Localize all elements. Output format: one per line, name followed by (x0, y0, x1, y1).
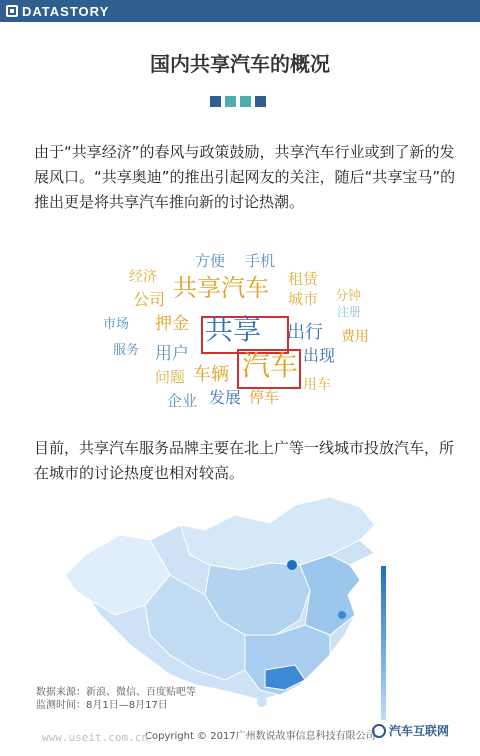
cloud-word: 城市 (288, 290, 319, 308)
legend-value: 1585 (415, 636, 441, 647)
word-cloud (85, 244, 391, 422)
legend-item (392, 635, 443, 649)
cloud-word: 押金 (155, 314, 189, 334)
legend-value: 1171 (415, 704, 441, 715)
region-shanghai (338, 611, 346, 619)
legend-city: 湖南 (392, 704, 412, 715)
legend-item (392, 567, 443, 581)
brand-logo (6, 3, 109, 19)
legend-item (392, 652, 443, 666)
cloud-word: 注册 (337, 305, 362, 319)
legend-city: 山东 (392, 687, 412, 698)
deco-square (225, 96, 236, 107)
cloud-word: 用户 (155, 344, 189, 364)
page-title: 国内共享汽车的概况 (150, 52, 330, 76)
cities-paragraph: 目前，共享汽车服务品牌主要在北上广等一线城市投放汽车，所在城市的讨论热度也相对较高。 (34, 439, 455, 482)
legend-city: 北京 (392, 568, 412, 579)
legend-value: 3920 (415, 585, 441, 596)
cloud-word: 企业 (167, 392, 198, 410)
cloud-word: 出现 (303, 346, 336, 365)
legend-item (392, 584, 443, 598)
cloud-word: 市场 (103, 317, 130, 332)
source-line: 数据来源：新浪、微信、百度贴吧等 (36, 687, 196, 698)
data-source (36, 686, 196, 712)
hainan-island (257, 697, 267, 707)
cloud-word: 汽车 (242, 349, 299, 382)
cloud-word: 车辆 (193, 364, 229, 385)
wechat-icon (372, 724, 386, 738)
legend-value: 1459 (415, 653, 441, 664)
legend-value: 5092 (415, 568, 441, 579)
legend-city: 四川 (392, 636, 412, 647)
legend-item (392, 601, 443, 615)
cloud-word: 费用 (341, 329, 369, 345)
cloud-word: 公司 (133, 290, 166, 309)
cloud-word: 问题 (155, 368, 186, 386)
cloud-word: 服务 (113, 343, 140, 358)
cloud-word: 方便 (195, 252, 226, 270)
deco-square (240, 96, 251, 107)
region-beijing (287, 560, 297, 570)
legend-city: 陕西 (392, 670, 412, 681)
legend-item (392, 703, 443, 717)
logo-icon (6, 5, 18, 17)
legend-item (392, 669, 443, 683)
monitor-period: 监测时间：8月1日—8月17日 (36, 700, 168, 711)
legend-value: 1633 (415, 619, 441, 630)
account-watermark (372, 722, 449, 739)
cloud-word: 分钟 (335, 289, 362, 304)
legend-city: 浙江 (392, 653, 412, 664)
deco-square (210, 96, 221, 107)
copyright: Copyright © 2017广州数说故事信息科技有限公司 (145, 731, 376, 742)
site-watermark: www.useit.com.cn (42, 731, 148, 744)
cloud-word: 发展 (209, 388, 242, 407)
legend-value: 1232 (415, 687, 441, 698)
cloud-word: 租赁 (288, 270, 319, 288)
intro-paragraph: 由于“共享经济”的春风与政策鼓励，共享汽车行业或到了新的发展风口。“共享奥迪”的推出引起网友的关注，随后“共享宝马”的推出更是将共享汽车推向新的讨论热潮。 (34, 143, 456, 211)
deco-square (255, 96, 266, 107)
legend-city: 广东 (392, 585, 412, 596)
legend-city: 上海 (392, 602, 412, 613)
cloud-word: 停车 (249, 388, 280, 406)
legend-value: 1390 (415, 670, 441, 681)
legend-value: 2273 (415, 602, 441, 613)
cloud-word: 共享 (205, 313, 262, 346)
legend-item (392, 618, 443, 632)
top-banner (0, 0, 480, 22)
cloud-word: 经济 (129, 269, 157, 285)
legend-color-scale (381, 566, 386, 720)
account-name: 汽车互联网 (389, 724, 450, 738)
cloud-word: 用车 (303, 377, 331, 393)
cloud-word: 出行 (287, 322, 323, 343)
cloud-word: 共享汽车 (173, 274, 269, 302)
cloud-word: 手机 (245, 252, 276, 270)
title-decoration (210, 96, 266, 107)
legend-city: 江苏 (392, 619, 412, 630)
legend-item (392, 686, 443, 700)
brand-name: DATASTORY (22, 3, 110, 19)
